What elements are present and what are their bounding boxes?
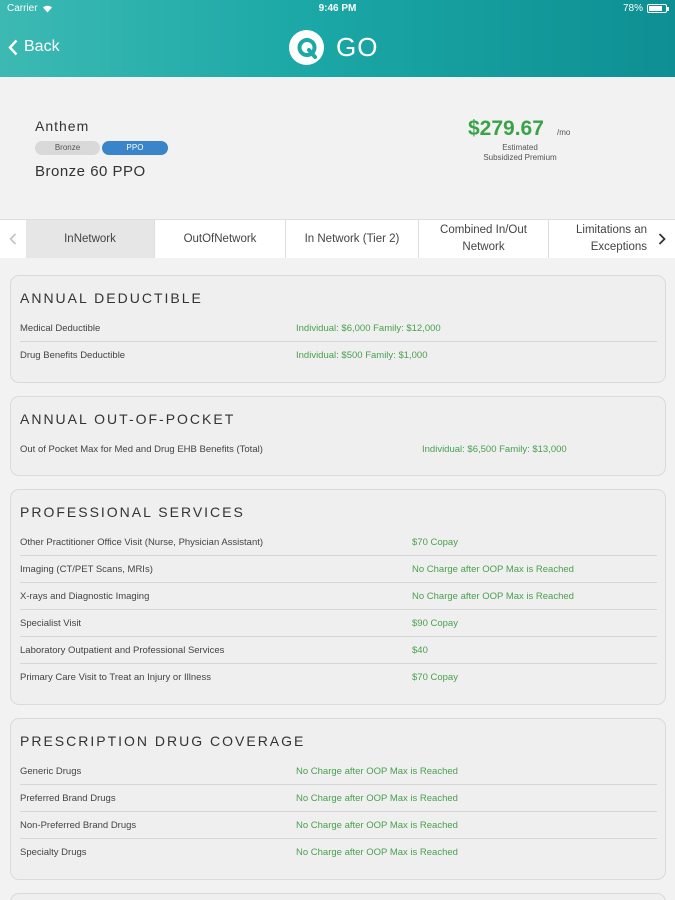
- back-chevron-icon: [8, 39, 18, 56]
- logo-text: GO: [336, 32, 379, 62]
- tab-in-network-tier-2[interactable]: In Network (Tier 2): [286, 220, 419, 258]
- plan-summary: [0, 77, 675, 219]
- section-title: ANNUAL OUT-OF-POCKET: [20, 411, 236, 427]
- table-row: Out of Pocket Max for Med and Drug EHB Benefits (Total) Individual: $6,500 Family: $13,000: [20, 444, 567, 455]
- table-row: Non-Preferred Brand Drugs No Charge after OOP Max is Reached: [20, 812, 657, 839]
- premium-amount: $279.67: [468, 117, 544, 140]
- plan-type-badge: PPO: [102, 141, 168, 155]
- section-next-partial: [10, 893, 666, 900]
- table-row: Specialist Visit $90 Copay: [20, 610, 657, 637]
- back-label: Back: [24, 38, 60, 55]
- table-row: Laboratory Outpatient and Professional Services $40: [20, 637, 657, 664]
- app-header: [0, 0, 675, 77]
- premium-caption: Estimated Subsidized Premium: [483, 143, 557, 162]
- status-bar: [0, 3, 675, 17]
- tab-combined-in-out-network[interactable]: Combined In/Out Network: [419, 220, 549, 258]
- q-logo-icon: [289, 30, 324, 65]
- section-prescription-drug-coverage: [10, 718, 666, 880]
- status-time: 9:46 PM: [318, 3, 357, 14]
- table-row: Specialty Drugs No Charge after OOP Max is Reached: [20, 847, 458, 858]
- back-button[interactable]: [8, 38, 60, 56]
- section-title: PROFESSIONAL SERVICES: [20, 504, 245, 520]
- carrier-label: Carrier: [7, 3, 38, 14]
- section-professional-services: [10, 489, 666, 705]
- section-title: PRESCRIPTION DRUG COVERAGE: [20, 733, 306, 749]
- metal-level-badge: Bronze: [35, 141, 100, 155]
- table-row: Generic Drugs No Charge after OOP Max is Reached: [20, 758, 657, 785]
- premium-unit: /mo: [557, 128, 571, 137]
- table-row: Preferred Brand Drugs No Charge after OOP Max is Reached: [20, 785, 657, 812]
- battery-icon: [647, 4, 667, 13]
- table-row: Medical Deductible Individual: $6,000 Family: $12,000: [20, 315, 657, 342]
- tab-out-of-network[interactable]: OutOfNetwork: [155, 220, 286, 258]
- table-row: X-rays and Diagnostic Imaging No Charge after OOP Max is Reached: [20, 583, 657, 610]
- chevron-left-icon: [9, 233, 17, 245]
- battery-percent: 78%: [622, 3, 643, 14]
- app-logo: [289, 30, 378, 65]
- section-annual-deductible: [10, 275, 666, 383]
- tabs-scroll-left[interactable]: [0, 220, 26, 258]
- table-row: Drug Benefits Deductible Individual: $500 Family: $1,000: [20, 350, 428, 361]
- network-tabs: [0, 219, 675, 258]
- tab-in-network[interactable]: InNetwork: [26, 220, 155, 258]
- tab-limitations-exceptions[interactable]: Limitations an Exceptions: [549, 220, 649, 258]
- section-annual-out-of-pocket: [10, 396, 666, 476]
- table-row: Imaging (CT/PET Scans, MRIs) No Charge after OOP Max is Reached: [20, 556, 657, 583]
- table-row: Other Practitioner Office Visit (Nurse, Physician Assistant) $70 Copay: [20, 529, 657, 556]
- tabs-scroll-right[interactable]: [649, 220, 675, 258]
- plan-name: Bronze 60 PPO: [35, 163, 146, 180]
- chevron-right-icon: [658, 233, 666, 245]
- insurer-name: Anthem: [35, 118, 90, 134]
- table-row: Primary Care Visit to Treat an Injury or Illness $70 Copay: [20, 672, 458, 683]
- section-title: ANNUAL DEDUCTIBLE: [20, 290, 203, 306]
